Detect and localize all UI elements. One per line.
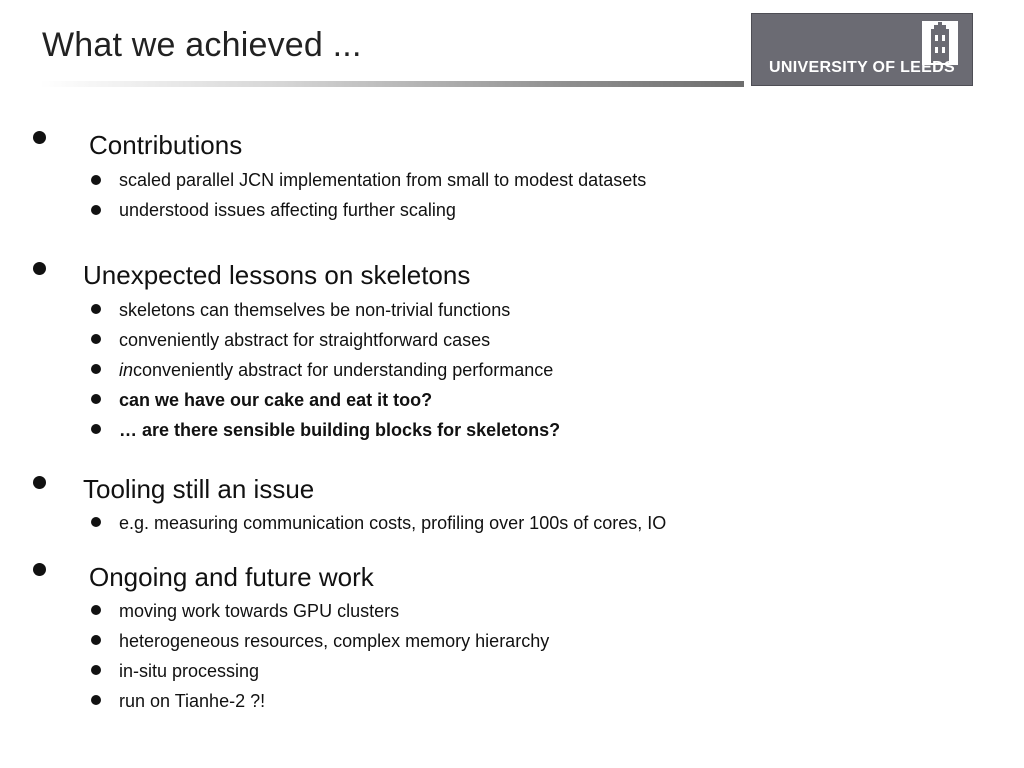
university-logo-text: UNIVERSITY OF LEEDS xyxy=(769,59,955,76)
list-item: can we have our cake and eat it too? xyxy=(119,390,433,410)
section-heading: Tooling still an issue xyxy=(83,474,315,504)
section-heading: Ongoing and future work xyxy=(89,562,374,592)
list-item: conveniently abstract for straightforward cases xyxy=(119,330,491,350)
bullet-dot xyxy=(33,476,46,489)
section-heading: Unexpected lessons on skeletons xyxy=(83,260,471,290)
list-item-rest: conveniently abstract for understanding performance xyxy=(133,360,554,380)
list-item: … are there sensible building blocks for skeletons? xyxy=(119,420,561,440)
list-item: moving work towards GPU clusters xyxy=(119,601,400,621)
list-item: run on Tianhe-2 ?! xyxy=(119,691,266,711)
university-logo xyxy=(751,13,973,86)
bullet-dot xyxy=(91,424,101,434)
slide-title: What we achieved ... xyxy=(42,26,362,64)
italic-prefix: in xyxy=(119,360,134,380)
bullet-dot xyxy=(91,517,101,527)
bullet-dot xyxy=(91,304,101,314)
bullet-dot xyxy=(91,665,101,675)
list-item: skeletons can themselves be non-trivial functions xyxy=(119,300,511,320)
title-divider xyxy=(40,81,744,87)
list-item: scaled parallel JCN implementation from small to modest datasets xyxy=(119,170,647,190)
bullet-dot xyxy=(91,205,101,215)
bullet-dot xyxy=(91,364,101,374)
bullet-dot xyxy=(33,563,46,576)
bullet-dot xyxy=(91,695,101,705)
bullet-dot xyxy=(91,394,101,404)
bullet-dot xyxy=(91,334,101,344)
bullet-dot xyxy=(91,605,101,615)
bullet-dot xyxy=(91,635,101,645)
bullet-dot xyxy=(91,175,101,185)
bullet-dot xyxy=(33,131,46,144)
section-heading: Contributions xyxy=(89,130,243,160)
list-item: understood issues affecting further scaling xyxy=(119,200,456,220)
list-item: in-situ processing xyxy=(119,661,260,681)
list-item: heterogeneous resources, complex memory hierarchy xyxy=(119,631,550,651)
list-item: e.g. measuring communication costs, profiling over 100s of cores, IO xyxy=(119,513,667,533)
bullet-dot xyxy=(33,262,46,275)
list-item xyxy=(119,360,553,381)
